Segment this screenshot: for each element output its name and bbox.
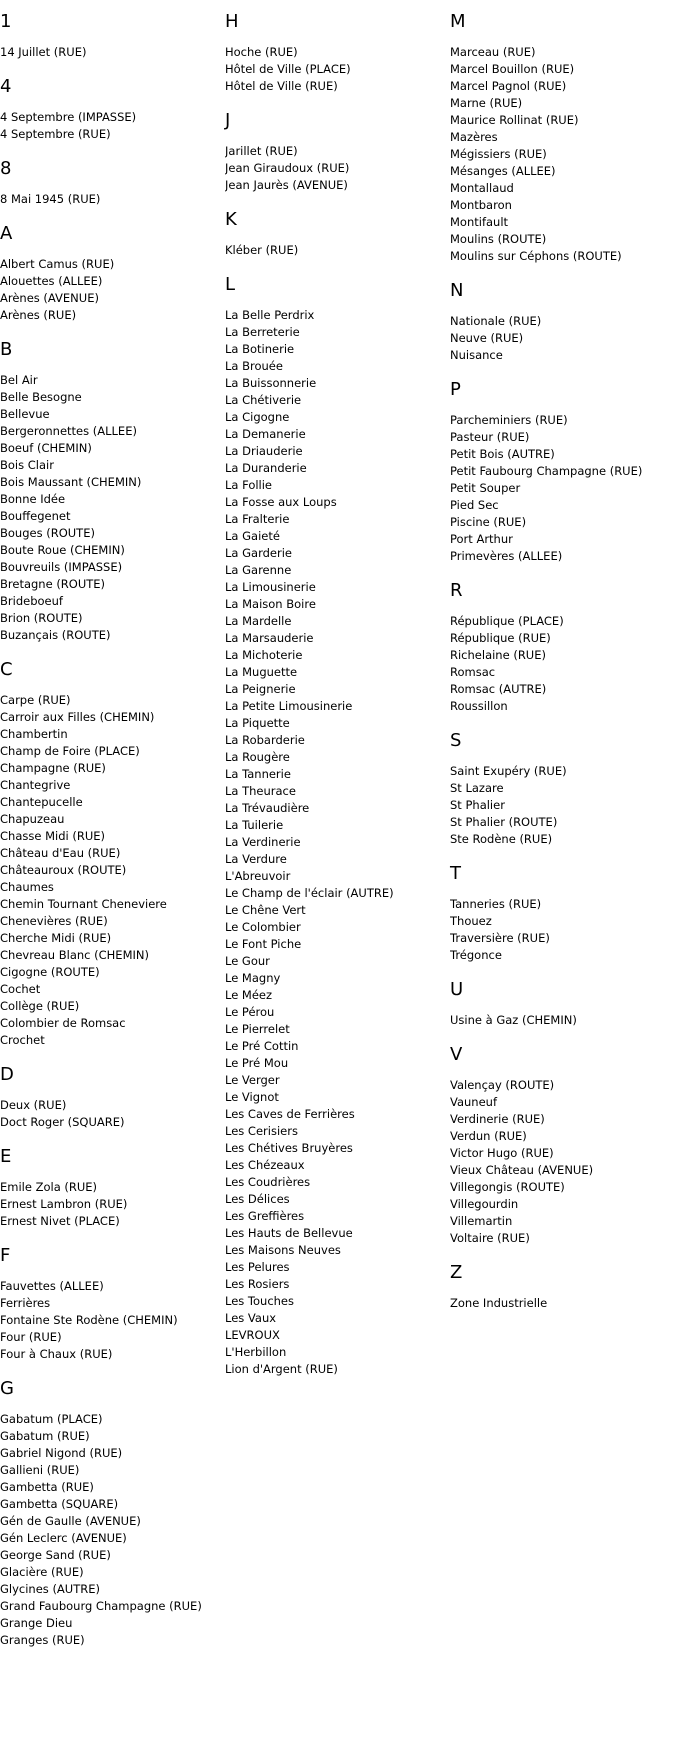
street-list-item: 4 Septembre (IMPASSE) <box>0 110 137 124</box>
street-list <box>450 896 675 964</box>
street-list-item: La Tuilerie <box>225 818 284 832</box>
street-list-item: Le Méez <box>225 988 273 1002</box>
street-list-item: Kléber (RUE) <box>225 243 299 257</box>
letter-section <box>225 274 450 1378</box>
street-list-item: Hôtel de Ville (RUE) <box>225 79 338 93</box>
street-list-item: Tanneries (RUE) <box>450 897 542 911</box>
street-list-item: Carroir aux Filles (CHEMIN) <box>0 710 155 724</box>
street-list-item: Petit Bois (AUTRE) <box>450 447 555 461</box>
letter-section <box>450 730 675 848</box>
street-list-item: La Theurace <box>225 784 296 798</box>
street-list-item: La Verdinerie <box>225 835 301 849</box>
street-list-item: Montifault <box>450 215 509 229</box>
street-list <box>450 613 675 715</box>
street-list <box>225 44 450 95</box>
street-list-item: Les Chétives Bruyères <box>225 1141 353 1155</box>
street-list-item: Verdun (RUE) <box>450 1129 527 1143</box>
street-list <box>0 372 225 644</box>
street-list-item: Pasteur (RUE) <box>450 430 530 444</box>
section-heading: F <box>0 1245 11 1266</box>
letter-section <box>450 863 675 964</box>
street-list-item: Le Pérou <box>225 1005 275 1019</box>
section-heading: 1 <box>0 11 12 32</box>
street-list-item: Gambetta (SQUARE) <box>0 1497 119 1511</box>
street-list-item: 14 Juillet (RUE) <box>0 45 87 59</box>
section-heading: P <box>450 379 461 400</box>
street-list-item: Villegongis (ROUTE) <box>450 1180 565 1194</box>
street-list-item: La Gaieté <box>225 529 280 543</box>
street-list-item: Marcel Pagnol (RUE) <box>450 79 567 93</box>
street-list-item: Primevères (ALLEE) <box>450 549 563 563</box>
street-list-item: Ste Rodène (RUE) <box>450 832 553 846</box>
letter-section <box>0 11 225 61</box>
street-list-item: Usine à Gaz (CHEMIN) <box>450 1013 577 1027</box>
letter-section <box>450 11 675 265</box>
street-list-item: Arènes (AVENUE) <box>0 291 99 305</box>
street-list-item: La Brouée <box>225 359 283 373</box>
street-list <box>450 763 675 848</box>
street-list-item: Gallieni (RUE) <box>0 1463 80 1477</box>
street-list-item: Montbaron <box>450 198 512 212</box>
street-list-item: Les Cerisiers <box>225 1124 298 1138</box>
street-list <box>0 256 225 324</box>
street-list-item: Villemartin <box>450 1214 513 1228</box>
street-list-item: George Sand (RUE) <box>0 1548 111 1562</box>
street-list <box>0 1097 225 1131</box>
street-list-item: Glycines (AUTRE) <box>0 1582 100 1596</box>
street-list-item: Marcel Bouillon (RUE) <box>450 62 575 76</box>
street-list-item: La Piquette <box>225 716 290 730</box>
street-list-item: Bois Clair <box>0 458 54 472</box>
street-list-item: Arènes (RUE) <box>0 308 77 322</box>
street-list-item: Jean Giraudoux (RUE) <box>225 161 350 175</box>
street-list-item: Villegourdin <box>450 1197 519 1211</box>
street-list-item: Les Hauts de Bellevue <box>225 1226 353 1240</box>
street-list-item: Grand Faubourg Champagne (RUE) <box>0 1599 202 1613</box>
street-list-item: République (PLACE) <box>450 614 564 628</box>
street-list-item: Boeuf (CHEMIN) <box>0 441 92 455</box>
letter-section <box>450 979 675 1029</box>
street-list-item: Le Gour <box>225 954 270 968</box>
street-list-item: Bretagne (ROUTE) <box>0 577 106 591</box>
street-list-item: Les Délices <box>225 1192 290 1206</box>
street-list-item: L'Herbillon <box>225 1345 287 1359</box>
street-list <box>450 44 675 265</box>
street-list-item: Voltaire (RUE) <box>450 1231 530 1245</box>
street-list-item: La Berreterie <box>225 325 300 339</box>
street-list-item: Chantepucelle <box>0 795 83 809</box>
street-list-item: Le Colombier <box>225 920 301 934</box>
street-list-item: Les Rosiers <box>225 1277 290 1291</box>
street-list-item: Petit Faubourg Champagne (RUE) <box>450 464 643 478</box>
street-list-item: La Muguette <box>225 665 298 679</box>
street-list-item: Romsac <box>450 665 496 679</box>
street-list-item: Thouez <box>450 914 492 928</box>
street-list-item: St Phalier (ROUTE) <box>450 815 558 829</box>
street-list-item: Ferrières <box>0 1296 51 1310</box>
section-heading: 4 <box>0 76 12 97</box>
letter-section <box>0 339 225 644</box>
street-list-item: Jarillet (RUE) <box>225 144 298 158</box>
street-list-item: Chapuzeau <box>0 812 65 826</box>
street-list-item: La Tannerie <box>225 767 291 781</box>
street-list-item: Gambetta (RUE) <box>0 1480 94 1494</box>
street-list-item: Montallaud <box>450 181 514 195</box>
index-column-1 <box>0 0 225 1664</box>
street-list-item: Parcheminiers (RUE) <box>450 413 568 427</box>
letter-section <box>450 379 675 565</box>
street-list-item: La Maison Boire <box>225 597 316 611</box>
street-list-item: La Chétiverie <box>225 393 302 407</box>
section-heading: K <box>225 209 237 230</box>
street-list <box>0 1278 225 1363</box>
street-list-item: Le Champ de l'éclair (AUTRE) <box>225 886 394 900</box>
section-heading: B <box>0 339 13 360</box>
letter-section <box>0 1245 225 1363</box>
street-list-item: Mésanges (ALLEE) <box>450 164 556 178</box>
section-heading: J <box>225 110 231 131</box>
street-list-item: La Michoterie <box>225 648 303 662</box>
street-list-item: Le Vignot <box>225 1090 279 1104</box>
street-list-item: Zone Industrielle <box>450 1296 548 1310</box>
street-list-item: Chantegrive <box>0 778 71 792</box>
street-list-item: Champagne (RUE) <box>0 761 106 775</box>
street-list-item: Neuve (RUE) <box>450 331 524 345</box>
street-list-item: Crochet <box>0 1033 45 1047</box>
street-list <box>450 1012 675 1029</box>
section-heading: C <box>0 659 13 680</box>
street-list-item: Bois Maussant (CHEMIN) <box>0 475 142 489</box>
street-list-item: Cochet <box>0 982 41 996</box>
street-list-item: St Phalier <box>450 798 505 812</box>
letter-section <box>450 580 675 715</box>
street-list-item: La Marsauderie <box>225 631 314 645</box>
street-list-item: Chasse Midi (RUE) <box>0 829 105 843</box>
street-list-item: Le Chêne Vert <box>225 903 306 917</box>
section-heading: U <box>450 979 464 1000</box>
street-list-item: Chambertin <box>0 727 68 741</box>
street-list-item: Colombier de Romsac <box>0 1016 126 1030</box>
street-list <box>0 109 225 143</box>
street-list-item: Les Greffières <box>225 1209 305 1223</box>
street-list-item: La Mardelle <box>225 614 292 628</box>
section-heading: H <box>225 11 239 32</box>
street-list-item: Romsac (AUTRE) <box>450 682 547 696</box>
street-list-item: Les Maisons Neuves <box>225 1243 341 1257</box>
street-list-item: Trégonce <box>450 948 502 962</box>
street-list-item: Vieux Château (AVENUE) <box>450 1163 594 1177</box>
street-list-item: Gén de Gaulle (AVENUE) <box>0 1514 141 1528</box>
street-list-item: Bellevue <box>0 407 50 421</box>
letter-section <box>225 209 450 259</box>
section-heading: Z <box>450 1262 463 1283</box>
street-list-item: Le Verger <box>225 1073 280 1087</box>
letter-section <box>0 1146 225 1230</box>
index-column-2 <box>225 0 450 1393</box>
street-list-item: Chaumes <box>0 880 54 894</box>
letter-section <box>0 76 225 143</box>
street-list-item: Moulins (ROUTE) <box>450 232 547 246</box>
street-list-item: La Trévaudière <box>225 801 310 815</box>
street-list-item: Chevreau Blanc (CHEMIN) <box>0 948 149 962</box>
street-list-item: Saint Exupéry (RUE) <box>450 764 567 778</box>
street-list <box>450 1077 675 1247</box>
street-list-item: La Fralterie <box>225 512 290 526</box>
street-list-item: Chenevières (RUE) <box>0 914 108 928</box>
street-list-item: Valençay (ROUTE) <box>450 1078 555 1092</box>
street-list-item: LEVROUX <box>225 1328 280 1342</box>
street-list-item: La Driauderie <box>225 444 303 458</box>
street-list-item: Glacière (RUE) <box>0 1565 84 1579</box>
street-list-item: Four (RUE) <box>0 1330 62 1344</box>
street-list-item: La Robarderie <box>225 733 305 747</box>
section-heading: N <box>450 280 464 301</box>
section-heading: 8 <box>0 158 12 179</box>
street-list-item: La Belle Perdrix <box>225 308 315 322</box>
street-list-item: Marne (RUE) <box>450 96 523 110</box>
street-list-item: Cherche Midi (RUE) <box>0 931 112 945</box>
street-list-item: Gabriel Nigond (RUE) <box>0 1446 123 1460</box>
street-list-item: Le Pré Mou <box>225 1056 289 1070</box>
street-list <box>450 412 675 565</box>
street-list-item: Les Chézeaux <box>225 1158 305 1172</box>
street-list-item: La Fosse aux Loups <box>225 495 337 509</box>
street-list-item: Piscine (RUE) <box>450 515 527 529</box>
letter-section <box>0 1378 225 1649</box>
street-list-item: La Garderie <box>225 546 292 560</box>
street-list-item: Boute Roue (CHEMIN) <box>0 543 125 557</box>
street-list-item: Maurice Rollinat (RUE) <box>450 113 579 127</box>
street-list-item: Les Pelures <box>225 1260 290 1274</box>
street-list-item: Le Magny <box>225 971 281 985</box>
street-list-item: Château d'Eau (RUE) <box>0 846 121 860</box>
street-list-item: Pied Sec <box>450 498 499 512</box>
street-list <box>225 242 450 259</box>
street-list-item: La Limousinerie <box>225 580 316 594</box>
street-list-item: La Buissonnerie <box>225 376 317 390</box>
street-list-item: Moulins sur Céphons (ROUTE) <box>450 249 622 263</box>
street-list-item: Chemin Tournant Cheneviere <box>0 897 167 911</box>
street-list <box>0 191 225 208</box>
street-list-item: L'Abreuvoir <box>225 869 291 883</box>
street-list-item: Belle Besogne <box>0 390 82 404</box>
street-list-item: République (RUE) <box>450 631 551 645</box>
street-list-item: Les Coudrières <box>225 1175 311 1189</box>
street-list <box>450 313 675 364</box>
street-list <box>450 1295 675 1312</box>
street-list-item: Fauvettes (ALLEE) <box>0 1279 104 1293</box>
street-list-item: St Lazare <box>450 781 504 795</box>
street-list-item: Les Caves de Ferrières <box>225 1107 355 1121</box>
street-list-item: La Demanerie <box>225 427 306 441</box>
street-list-item: Châteauroux (ROUTE) <box>0 863 127 877</box>
street-list-item: Les Touches <box>225 1294 294 1308</box>
street-list-item: Bonne Idée <box>0 492 66 506</box>
street-list-item: Brion (ROUTE) <box>0 611 83 625</box>
street-list-item: Bouffegenet <box>0 509 71 523</box>
section-heading: S <box>450 730 462 751</box>
street-list-item: La Botinerie <box>225 342 295 356</box>
street-list <box>0 44 225 61</box>
street-list-item: Bel Air <box>0 373 38 387</box>
section-heading: D <box>0 1064 14 1085</box>
street-list-item: La Garenne <box>225 563 292 577</box>
street-list-item: Port Arthur <box>450 532 513 546</box>
street-list <box>225 307 450 1378</box>
street-list-item: Le Pierrelet <box>225 1022 290 1036</box>
street-list-item: Cigogne (ROUTE) <box>0 965 100 979</box>
street-list-item: Gabatum (RUE) <box>0 1429 90 1443</box>
street-list-item: Ernest Lambron (RUE) <box>0 1197 128 1211</box>
street-list-item: Buzançais (ROUTE) <box>0 628 111 642</box>
street-list-item: Albert Camus (RUE) <box>0 257 115 271</box>
letter-section <box>0 1064 225 1131</box>
section-heading: V <box>450 1044 463 1065</box>
section-heading: M <box>450 11 466 32</box>
street-list-item: La Peignerie <box>225 682 296 696</box>
street-list-item: Mégissiers (RUE) <box>450 147 547 161</box>
street-list-item: Grange Dieu <box>0 1616 73 1630</box>
section-heading: E <box>0 1146 12 1167</box>
letter-section <box>450 1044 675 1247</box>
street-list-item: Richelaine (RUE) <box>450 648 546 662</box>
street-list-item: Doct Roger (SQUARE) <box>0 1115 125 1129</box>
street-list-item: La Cigogne <box>225 410 290 424</box>
section-heading: A <box>0 223 13 244</box>
street-list-item: Ernest Nivet (PLACE) <box>0 1214 120 1228</box>
letter-section <box>225 110 450 194</box>
street-list-item: Alouettes (ALLEE) <box>0 274 103 288</box>
section-heading: R <box>450 580 463 601</box>
street-list-item: Marceau (RUE) <box>450 45 536 59</box>
street-list-item: Lion d'Argent (RUE) <box>225 1362 338 1376</box>
street-list-item: Champ de Foire (PLACE) <box>0 744 140 758</box>
street-list-item: Jean Jaurès (AVENUE) <box>225 178 348 192</box>
street-list-item: Emile Zola (RUE) <box>0 1180 98 1194</box>
street-list-item: Verdinerie (RUE) <box>450 1112 545 1126</box>
section-heading: G <box>0 1378 14 1399</box>
letter-section <box>0 659 225 1049</box>
street-list-item: Granges (RUE) <box>0 1633 85 1647</box>
letter-section <box>450 1262 675 1312</box>
street-list-item: Vauneuf <box>450 1095 498 1109</box>
street-list-item: 8 Mai 1945 (RUE) <box>0 192 101 206</box>
street-list-item: Bouvreuils (IMPASSE) <box>0 560 123 574</box>
letter-section <box>0 223 225 324</box>
street-list-item: La Rougère <box>225 750 290 764</box>
letter-section <box>450 280 675 364</box>
street-list-item: Collège (RUE) <box>0 999 80 1013</box>
street-list <box>0 1179 225 1230</box>
street-list-item: Gabatum (PLACE) <box>0 1412 103 1426</box>
letter-section <box>225 11 450 95</box>
street-list-item: Hôtel de Ville (PLACE) <box>225 62 351 76</box>
street-list-item: Petit Souper <box>450 481 521 495</box>
street-list-item: La Follie <box>225 478 273 492</box>
street-list-item: Le Font Piche <box>225 937 302 951</box>
street-list-item: La Verdure <box>225 852 287 866</box>
index-column-3 <box>450 0 675 1327</box>
street-list-item: Bergeronnettes (ALLEE) <box>0 424 137 438</box>
street-list-item: Mazères <box>450 130 498 144</box>
section-heading: L <box>225 274 236 295</box>
street-list-item: Nationale (RUE) <box>450 314 542 328</box>
street-list-item: 4 Septembre (RUE) <box>0 127 111 141</box>
street-list-item: Les Vaux <box>225 1311 277 1325</box>
street-list <box>0 1411 225 1649</box>
street-list-item: Roussillon <box>450 699 508 713</box>
street-list-item: Nuisance <box>450 348 503 362</box>
street-list-item: Bouges (ROUTE) <box>0 526 95 540</box>
street-list-item: Brideboeuf <box>0 594 63 608</box>
street-list-item: Deux (RUE) <box>0 1098 67 1112</box>
street-list <box>225 143 450 194</box>
street-list-item: Gén Leclerc (AVENUE) <box>0 1531 127 1545</box>
street-list-item: Le Pré Cottin <box>225 1039 299 1053</box>
street-list-item: Hoche (RUE) <box>225 45 298 59</box>
street-list-item: Fontaine Ste Rodène (CHEMIN) <box>0 1313 178 1327</box>
street-list-item: Four à Chaux (RUE) <box>0 1347 113 1361</box>
street-list-item: La Duranderie <box>225 461 307 475</box>
street-list-item: Traversière (RUE) <box>450 931 550 945</box>
letter-section <box>0 158 225 208</box>
section-heading: T <box>450 863 461 884</box>
street-list-item: Victor Hugo (RUE) <box>450 1146 554 1160</box>
street-list-item: La Petite Limousinerie <box>225 699 353 713</box>
street-list-item: Carpe (RUE) <box>0 693 71 707</box>
street-list <box>0 692 225 1049</box>
